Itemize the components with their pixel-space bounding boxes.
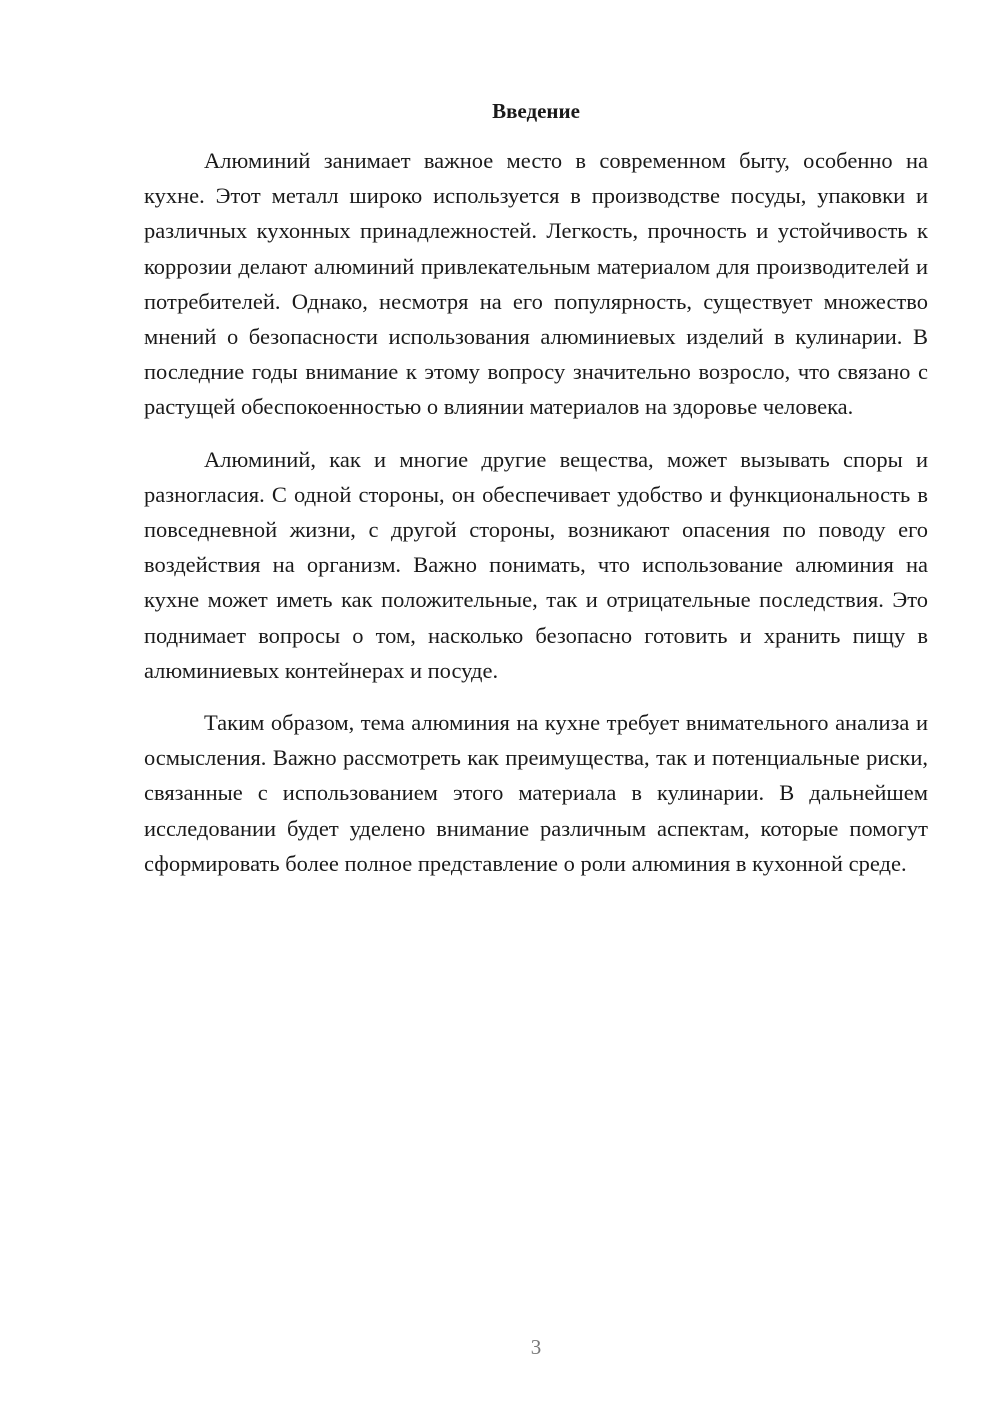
body-text	[144, 143, 928, 898]
section-heading: Введение	[492, 99, 580, 123]
page-number: 3	[530, 1335, 542, 1359]
paragraph-3: Таким образом, тема алюминия на кухне требует внимательного анализа и осмысления. Важно рассмотреть как преимущества, так и потенциальные риски, связанные с использованием этого материала в кулинарии. В дальнейшем исследовании будет уделено внимание различным аспектам, которые помогут сформировать более полное представление о роли алюминия в кухонной среде.	[144, 710, 928, 876]
paragraph-1: Алюминий занимает важное место в современном быту, особенно на кухне. Этот металл широко используется в производстве посуды, упаковки и различных кухонных принадлежностей. Легкость, прочность и устойчивость к коррозии делают алюминий привлекательным материалом для производителей и потребителей. Однако, несмотря на его популярность, существует множество мнений о безопасности использования алюминиевых изделий в кулинарии. В последние годы внимание к этому вопросу значительно возросло, что связано с растущей обеспокоенностью о влиянии материалов на здоровье человека.	[144, 148, 928, 420]
paragraph-2: Алюминий, как и многие другие вещества, может вызывать споры и разногласия. С одной стороны, он обеспечивает удобство и функциональность в повседневной жизни, с другой стороны, возникают опасения по поводу его воздействия на организм. Важно понимать, что использование алюминия на кухне может иметь как положительные, так и отрицательные последствия. Это поднимает вопросы о том, насколько безопасно готовить и хранить пищу в алюминиевых контейнерах и посуде.	[144, 446, 928, 683]
